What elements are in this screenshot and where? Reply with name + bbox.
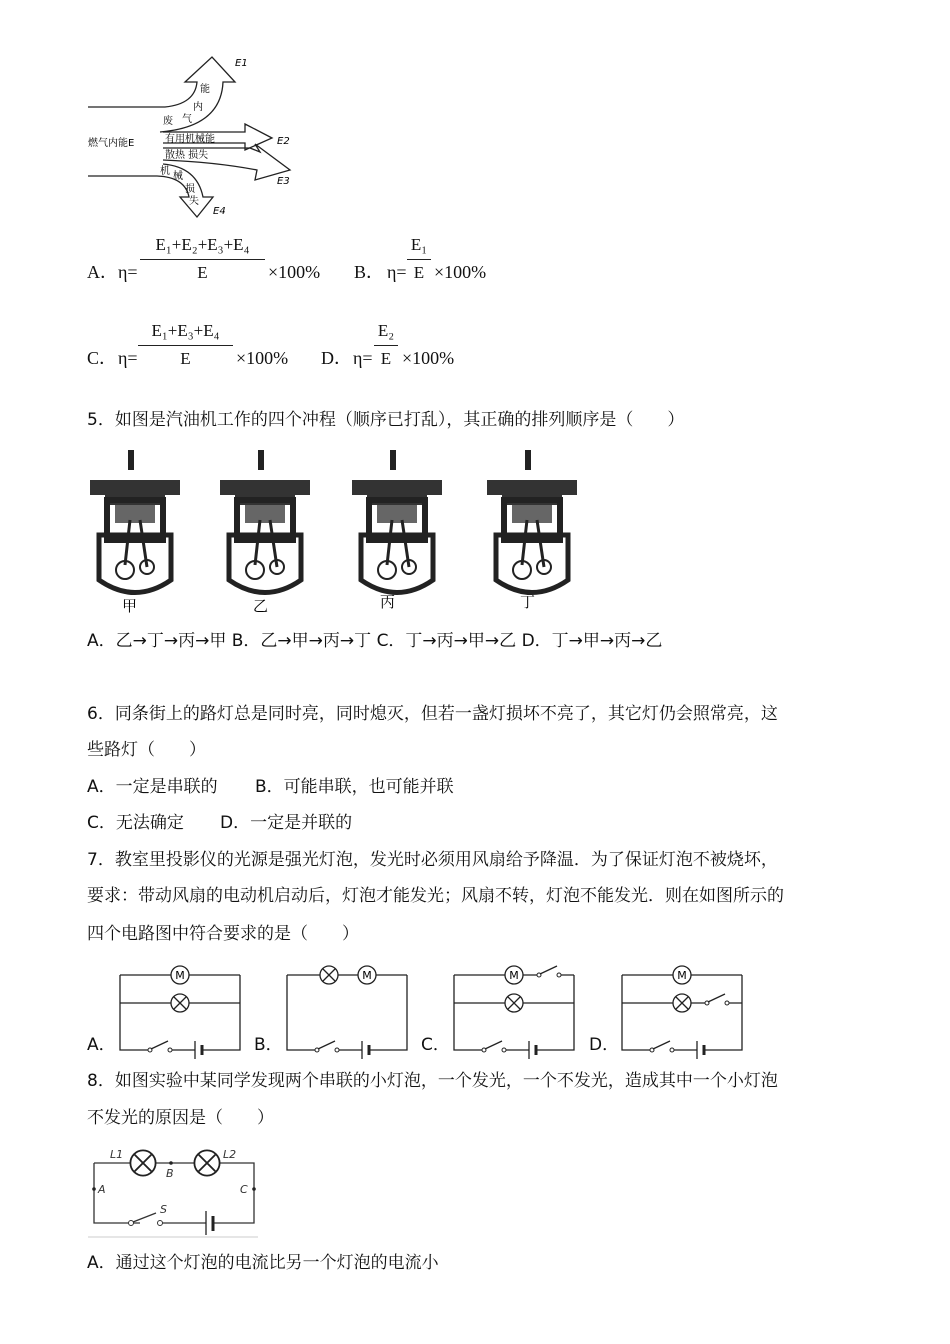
e3-label: E3 (277, 176, 290, 187)
e2-label: E2 (277, 136, 290, 147)
q7-stem-line2: 要求：带动风扇的电动机启动后，灯泡才能发光；风扇不转，灯泡不能发光．则在如图所示的 (87, 886, 784, 906)
figure-label-jia: 甲 (122, 597, 138, 615)
mech-loss-char: 机 (160, 166, 170, 177)
eta: η= (353, 348, 373, 368)
q7-stem-line3: 四个电路图中符合要求的是（ ） (87, 924, 359, 944)
label-c: C (240, 1183, 248, 1196)
label-a: A (98, 1183, 106, 1196)
numerator: E₁ (410, 235, 428, 254)
exhaust-char: 气 (182, 114, 192, 125)
circuit-label-b: B． (254, 1035, 283, 1055)
mech-loss-char: 损 (185, 184, 195, 195)
q6-stem-line2: 些路灯（ ） (87, 740, 206, 760)
heat-loss-label: 散热 损失 (165, 150, 209, 161)
denominator: E (197, 263, 208, 282)
option-label: D． (321, 348, 352, 368)
times-100: ×100% (434, 262, 487, 282)
engine-ding (487, 450, 577, 593)
exhaust-char: 能 (200, 84, 210, 95)
denominator: E (380, 349, 392, 368)
times-100: ×100% (268, 262, 321, 282)
e4-label: E4 (213, 206, 226, 217)
engine-jia (90, 450, 180, 593)
times-100: ×100% (236, 348, 289, 368)
exhaust-char: 废 (163, 116, 173, 127)
motor-symbol: M (175, 969, 185, 982)
circuit-label-a: A． (87, 1035, 116, 1055)
option-label: A． (87, 262, 118, 282)
motor-symbol: M (509, 969, 519, 982)
figure-label-yi: 乙 (253, 597, 269, 615)
fraction-bar (407, 259, 431, 260)
q6-option-c[interactable]: C．无法确定 (87, 813, 184, 833)
mech-loss-char: 械 (173, 171, 183, 182)
mech-loss-char: 失 (189, 196, 199, 207)
q7-stem-line1: 7．教室里投影仪的光源是强光灯泡，发光时必须用风扇给予降温．为了保证灯泡不被烧坏， (87, 850, 778, 870)
exhaust-char: 内 (193, 102, 203, 113)
label-l1: L1 (110, 1148, 124, 1161)
engine-strokes-figure (85, 445, 605, 620)
engine-yi (220, 450, 310, 593)
q5-options[interactable]: A．乙→丁→丙→甲 B．乙→甲→丙→丁 C．丁→丙→甲→乙 D．丁→甲→丙→乙 (87, 631, 663, 651)
fraction-bar (138, 345, 233, 346)
engine-bing (352, 450, 442, 593)
q6-option-d[interactable]: D．一定是并联的 (220, 813, 353, 833)
q5-stem: 5．如图是汽油机工作的四个冲程（顺序已打乱），其正确的排列顺序是（ ） (87, 410, 685, 430)
circuit-label-d: D． (589, 1035, 620, 1055)
fraction-bar (374, 345, 398, 346)
circuit-b[interactable] (287, 966, 407, 1059)
eta: η= (118, 348, 138, 368)
energy-flow-diagram (85, 52, 300, 220)
q6-option-b[interactable]: B．可能串联，也可能并联 (255, 777, 454, 797)
q8-stem-line2: 不发光的原因是（ ） (87, 1108, 274, 1128)
option-label: C． (87, 348, 118, 368)
fraction-bar (140, 259, 265, 260)
q6-option-a[interactable]: A．一定是串联的 (87, 777, 218, 797)
eta: η= (118, 262, 138, 282)
circuit-c[interactable] (454, 966, 574, 1059)
denominator: E (413, 263, 425, 282)
label-b: B (166, 1167, 174, 1180)
q8-stem-line1: 8．如图实验中某同学发现两个串联的小灯泡，一个发光，一个不发光，造成其中一个小灯泡 (87, 1071, 778, 1091)
q6-stem-line1: 6．同条街上的路灯总是同时亮，同时熄灭，但若一盏灯损坏不亮了，其它灯仍会照常亮，这 (87, 704, 778, 724)
circuit-a[interactable] (120, 966, 240, 1059)
numerator: E₁+E₂+E₃+E₄ (155, 235, 250, 254)
e1-label: E1 (235, 58, 248, 69)
eta: η= (387, 262, 407, 282)
motor-symbol: M (677, 969, 687, 982)
numerator: E₂ (377, 321, 395, 340)
q8-option-a[interactable]: A．通过这个灯泡的电流比另一个灯泡的电流小 (87, 1253, 439, 1273)
figure-label-bing: 丙 (380, 593, 396, 611)
input-energy-label: 燃气内能E (88, 138, 135, 149)
label-l2: L2 (223, 1148, 237, 1161)
useful-energy-label: 有用机械能 (165, 134, 215, 145)
circuit-d[interactable] (622, 966, 742, 1059)
denominator: E (180, 349, 191, 368)
times-100: ×100% (402, 348, 455, 368)
motor-symbol: M (362, 969, 372, 982)
figure-label-ding: 丁 (520, 593, 536, 611)
circuit-label-c: C． (421, 1035, 450, 1055)
label-s: S (160, 1203, 167, 1216)
q8-series-circuit (88, 1143, 263, 1238)
numerator: E₁+E₃+E₄ (151, 321, 220, 340)
option-label: B． (354, 262, 385, 282)
